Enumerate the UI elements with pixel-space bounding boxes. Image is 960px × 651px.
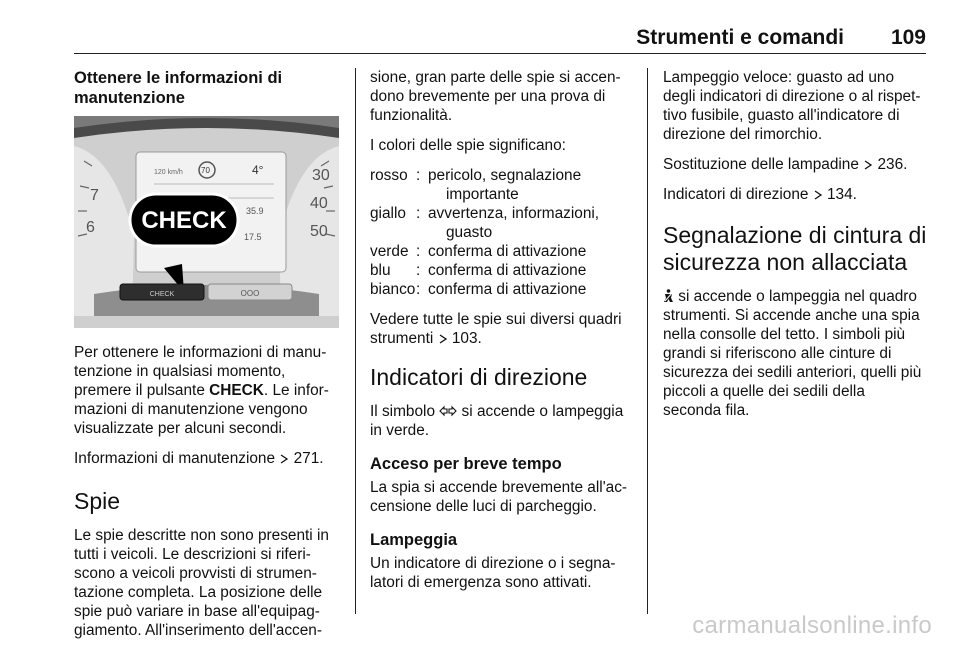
turn-signal-icon [439,405,457,417]
svg-text:35.9: 35.9 [246,206,264,216]
svg-text:50: 50 [310,223,328,240]
maintenance-heading: Ottenere le informazioni di manutenzione [74,69,283,107]
svg-text:70: 70 [201,166,210,175]
svg-text:30: 30 [312,167,330,184]
svg-text:7: 7 [90,187,99,204]
intro-paragraph: Per ottenere le informazioni di manu- tenzione in qualsiasi momento, premere il pulsante CHECK. Le infor- mazioni di manutenzione vengono visualizzate per alcuni secondi. [74,344,329,437]
svg-text:40: 40 [310,195,328,212]
acceso-paragraph: La spia si accende brevemente all'ac- censione delle luci di parcheggio. [370,479,628,515]
vedere-paragraph: Vedere tutte le spie sui diversi quadri strumenti 103. [370,311,622,347]
svg-text:17.5: 17.5 [244,232,262,242]
indicatori-ref: Indicatori di direzione 134. [663,186,857,203]
lampeggia-paragraph: Un indicatore di direzione o i segna- latori di emergenza sono attivati. [370,555,616,591]
seatbelt-icon [663,289,674,303]
table-row: bianco : conferma di attivazione [370,281,587,298]
column-2 [370,68,640,603]
table-row: rosso : pericolo, segnalazione importante [370,167,582,203]
page-reference-icon [813,190,823,200]
svg-text:CHECK: CHECK [141,207,227,234]
colors-table [370,166,599,299]
svg-text:OOO: OOO [240,289,260,298]
lampeggio-veloce-paragraph: Lampeggio veloce: guasto ad uno degli indicatori di direzione o al rispet- tivo fusibile, guasto all'indicatore di direzione del rimorchio. [663,69,921,143]
instrument-cluster-figure [74,116,339,328]
spie-heading: Spie [74,488,121,514]
table-row: blu : conferma di attivazione [370,262,587,279]
column-1 [74,68,344,108]
svg-text:6: 6 [86,219,95,236]
cintura-paragraph: si accende o lampeggia nel quadro strumenti. Si accende anche una spia nella consolle del tetto. I simboli più grandi si riferiscono alle cinture di sicurezza dei sedili anteriori, quelli più piccoli a quelle dei sedili della seconda fila. [663,288,922,419]
header-rule [74,53,926,54]
page-reference-icon [863,160,873,170]
spie-paragraph: Le spie descritte non sono presenti in tutti i veicoli. Le descrizioni si riferi- scono a veicoli provvisti di strumen- tazione completa. La posizione delle spie può variare in base all'equipag- giamento. All'inserimento dell'accen- [74,527,329,639]
column-divider-2 [647,68,648,614]
simbolo-paragraph: Il simbolo si accende o lampeggia in verde. [370,403,624,439]
cintura-heading: Segnalazione di cintura di sicurezza non allacciata [663,222,927,275]
page-reference-icon [438,334,448,344]
svg-text:4°: 4° [252,163,264,177]
column-3 [663,68,933,431]
svg-text:CHECK: CHECK [149,291,175,298]
check-button-label: CHECK [209,382,264,399]
indicatori-heading: Indicatori di direzione [370,364,588,390]
section-title: Strumenti e comandi [636,26,844,49]
table-row: verde : conferma di attivazione [370,243,587,260]
colors-intro: I colori delle spie significano: [370,137,566,154]
maintenance-ref: Informazioni di manutenzione 271. [74,450,324,467]
page-reference-icon [279,454,289,464]
cluster-illustration [74,116,339,328]
table-row: giallo : avvertenza, informazioni, guasto [370,205,600,241]
spie-continued: sione, gran parte delle spie si accen- dono brevemente per una prova di funzionalità. [370,69,621,124]
sostituzione-ref: Sostituzione delle lampadine 236. [663,156,908,173]
page-number: 109 [890,26,926,49]
svg-text:120 km/h: 120 km/h [154,169,183,176]
column-1-body [74,343,346,651]
page-header [74,24,926,52]
column-divider-1 [355,68,356,614]
acceso-heading: Acceso per breve tempo [370,455,562,473]
watermark: carmanualsonline.info [692,612,932,639]
lampeggia-heading: Lampeggia [370,531,458,549]
